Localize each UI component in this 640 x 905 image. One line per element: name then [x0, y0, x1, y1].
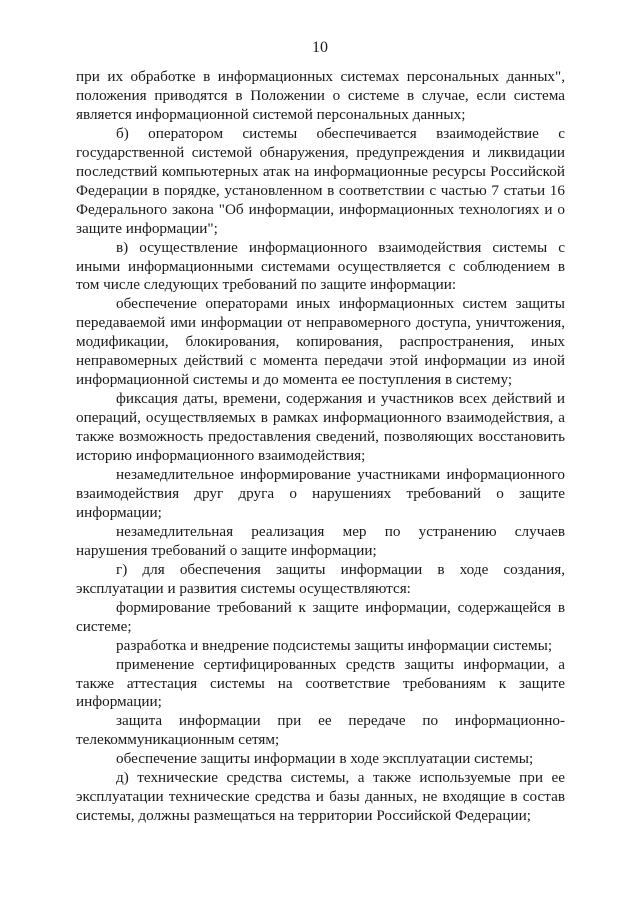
paragraph: защита информации при ее передаче по информационно-телекоммуникационным сетям; [76, 712, 565, 749]
document-body [76, 68, 565, 826]
paragraph: применение сертифицированных средств защиты информации, а также аттестация системы на соответствие требованиям к защите информации; [76, 655, 565, 711]
page-number: 10 [312, 39, 328, 56]
paragraph: г) для обеспечения защиты информации в ходе создания, эксплуатации и развития системы осуществляются: [76, 560, 565, 597]
paragraph: незамедлительная реализация мер по устранению случаев нарушения требований о защите информации; [76, 522, 565, 559]
paragraph: разработка и внедрение подсистемы защиты информации системы; [116, 636, 553, 654]
paragraph: обеспечение операторами иных информационных систем защиты передаваемой ими информации от неправомерного доступа, уничтожения, модификации, блокирования, копирования, распространения, иных неправомерных действий с момента передачи этой информации из иной информационной системы и до момента ее поступления в систему; [76, 295, 565, 389]
paragraph: обеспечение защиты информации в ходе эксплуатации системы; [116, 750, 534, 768]
paragraph: д) технические средства системы, а также используемые при ее эксплуатации технические средства и базы данных, не входящие в состав системы, должны размещаться на территории Российской Федерации; [76, 769, 565, 825]
paragraph: незамедлительное информирование участниками информационного взаимодействия друг друга о нарушениях требований о защите информации; [76, 466, 565, 521]
paragraph: фиксация даты, времени, содержания и участников всех действий и операций, осуществляемых в рамках информационного взаимодействия, а также возможность предоставления сведений, позволяющих восстановить историю информационного взаимодействия; [76, 390, 565, 465]
paragraph: при их обработке в информационных системах персональных данных", положения приводятся в Положении о системе в случае, если система является информационной системой персональных данных; [76, 68, 565, 123]
paragraph: б) оператором системы обеспечивается взаимодействие с государственной системой обнаружения, предупреждения и ликвидации последствий компьютерных атак на информационные ресурсы Российской Федерации в порядке, установленном в соответствии с частью 7 статьи 16 Федерального закона "Об информации, информационных технологиях и о защите информации"; [76, 124, 565, 237]
paragraph: формирование требований к защите информации, содержащейся в системе; [76, 598, 565, 635]
paragraph: в) осуществление информационного взаимодействия системы с иными информационными системами осуществляется с соблюдением в том числе следующих требований по защите информации: [76, 238, 565, 294]
